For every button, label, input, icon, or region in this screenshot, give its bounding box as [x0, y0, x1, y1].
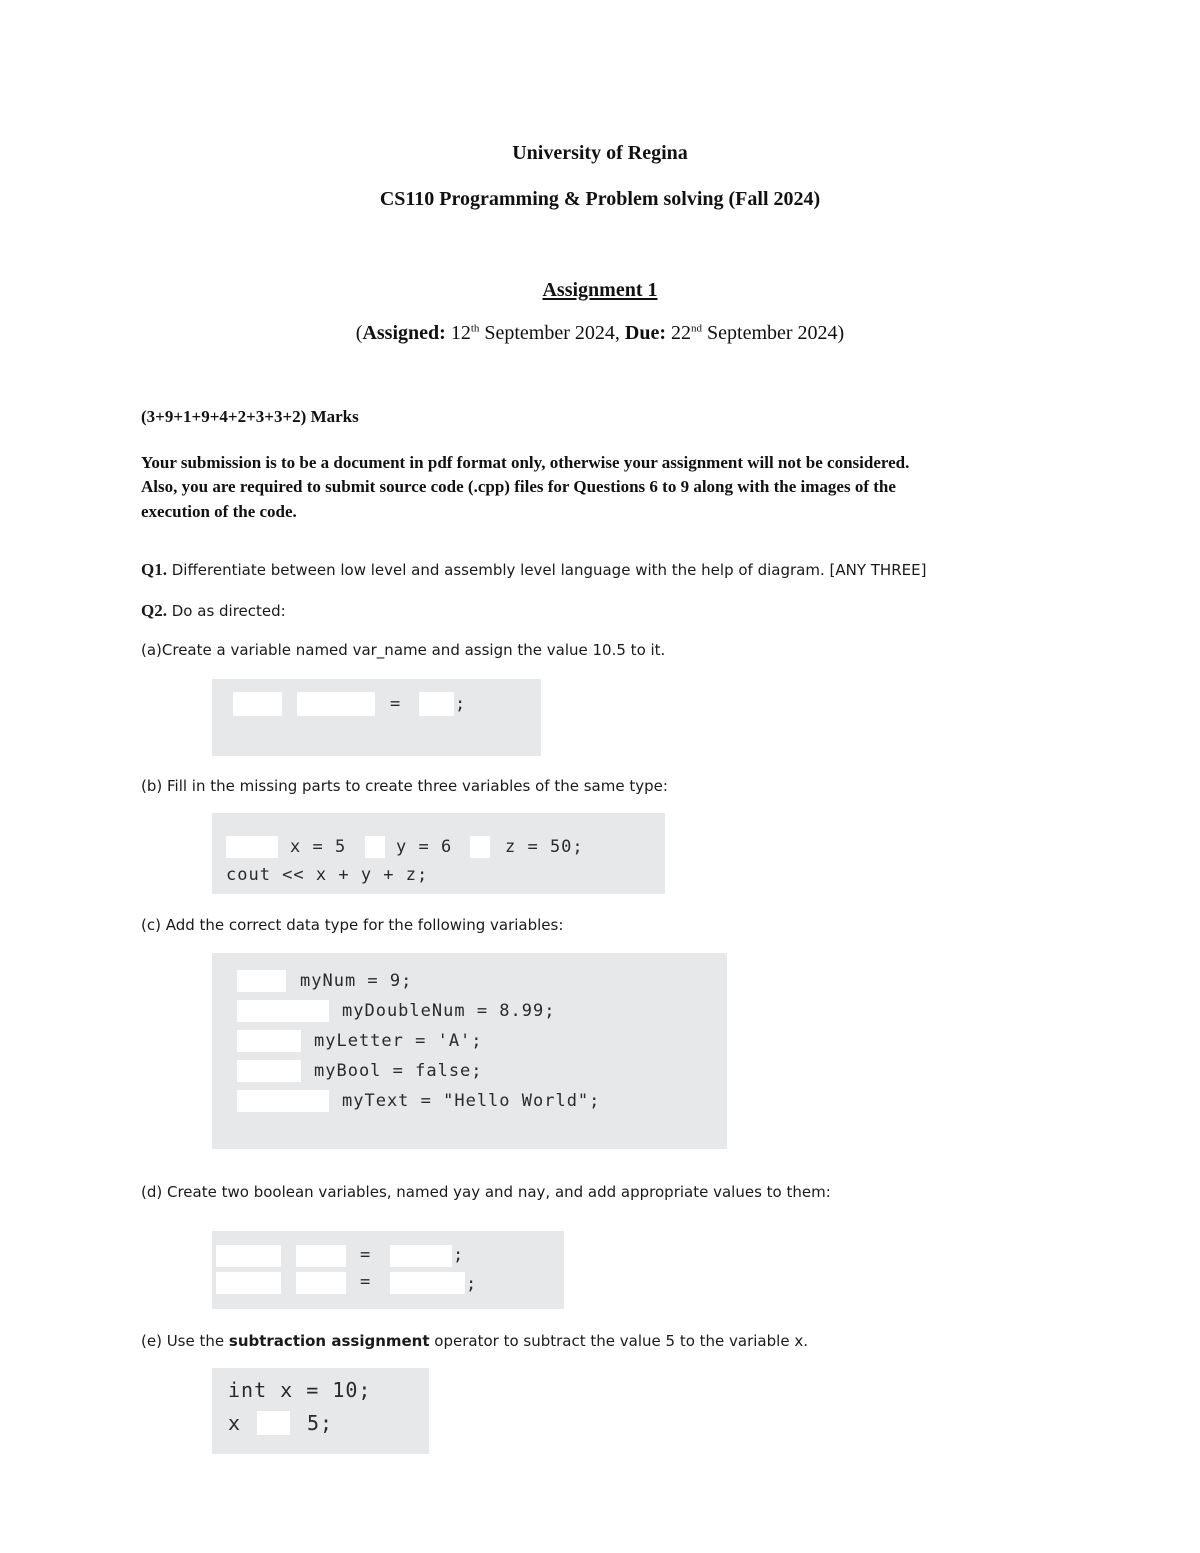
q2b-prompt: (b) Fill in the missing parts to create three variables of the same type:	[141, 777, 668, 795]
q2e-code-1: int x = 10;	[228, 1378, 372, 1402]
q2a-prompt: (a)Create a variable named var_name and assign the value 10.5 to it.	[141, 641, 666, 659]
q2e-code-x: x	[228, 1411, 242, 1435]
q2c-blank-1[interactable]	[237, 970, 286, 992]
assigned-rest: September 2024,	[479, 322, 625, 344]
q2d-prompt: (d) Create two boolean variables, named yay and nay, and add appropriate values to them:	[141, 1183, 831, 1201]
q2d-blank-type-1[interactable]	[216, 1245, 281, 1267]
q2c-prompt: (c) Add the correct data type for the following variables:	[141, 916, 564, 934]
marks-line: (3+9+1+9+4+2+3+3+2) Marks	[141, 407, 359, 426]
q1-label: Q1.	[141, 560, 167, 579]
q2e-code-value: 5;	[307, 1411, 334, 1435]
q2b-code-z: z = 50;	[505, 837, 584, 857]
q2c-blank-4[interactable]	[237, 1060, 301, 1082]
q2a-equals: =	[390, 694, 402, 714]
q2b-code-y: y = 6	[396, 837, 453, 857]
assigned-label: Assigned:	[362, 322, 446, 344]
q2b-code-x: x = 5	[290, 837, 347, 857]
dates-open-paren: (	[355, 322, 363, 344]
q2c-blank-5[interactable]	[237, 1090, 329, 1112]
q2d-semicolon-2: ;	[466, 1274, 478, 1294]
q2d-blank-type-2[interactable]	[216, 1272, 281, 1294]
q2e-prompt-bold: subtraction assignment	[228, 1332, 430, 1350]
course-title: CS110 Programming & Problem solving (Fall 2024)	[379, 188, 821, 210]
q2c-blank-2[interactable]	[237, 1000, 329, 1022]
q2a-blank-value[interactable]	[419, 692, 454, 716]
q2b-blank-type[interactable]	[226, 836, 278, 858]
due-rest: September 2024)	[702, 322, 845, 344]
q2d-equals-2: =	[360, 1272, 372, 1292]
question-1	[141, 560, 926, 580]
assigned-day: 12	[445, 322, 471, 344]
q1-text: Differentiate between low level and assembly level language with the help of diagram. [ANY THREE]	[166, 561, 927, 579]
q2d-blank-value-1[interactable]	[390, 1245, 452, 1267]
q2b-blank-comma-1[interactable]	[365, 836, 385, 858]
q2-text: Do as directed:	[166, 602, 286, 620]
q2a-blank-name[interactable]	[297, 692, 375, 716]
q2c-code-box	[212, 953, 727, 1149]
q2e-prompt-post: operator to subtract the value 5 to the variable x.	[429, 1332, 808, 1350]
q2c-code-3: myLetter = 'A';	[314, 1031, 483, 1051]
due-label: Due:	[624, 322, 667, 344]
q2e-blank-operator[interactable]	[257, 1411, 290, 1435]
university-name: University of Regina	[512, 142, 688, 164]
q2d-code-box	[212, 1231, 564, 1309]
q2d-blank-name-2[interactable]	[296, 1272, 346, 1294]
q2-label: Q2.	[141, 601, 167, 620]
due-sup: nd	[691, 322, 703, 335]
instruction-line-3: execution of the code.	[141, 502, 297, 521]
q2d-blank-value-2[interactable]	[390, 1272, 465, 1294]
q2d-semicolon-1: ;	[453, 1245, 465, 1265]
q2c-code-5: myText = "Hello World";	[342, 1091, 601, 1111]
assignment-dates	[0, 322, 1200, 345]
q2c-code-4: myBool = false;	[314, 1061, 483, 1081]
q2d-equals-1: =	[360, 1245, 372, 1265]
q2b-code-cout: cout << x + y + z;	[226, 865, 429, 885]
q2e-prompt-pre: (e) Use the	[141, 1332, 229, 1350]
q2a-semicolon: ;	[455, 694, 467, 714]
instruction-line-1: Your submission is to be a document in pdf format only, otherwise your assignment will not be considered.	[141, 453, 910, 472]
q2a-code-box	[212, 679, 541, 756]
q2c-code-1: myNum = 9;	[300, 971, 413, 991]
due-day: 22	[666, 322, 692, 344]
q2e-prompt	[141, 1332, 808, 1350]
q2c-blank-3[interactable]	[237, 1030, 301, 1052]
q2b-blank-comma-2[interactable]	[470, 836, 490, 858]
q2e-code-box	[212, 1368, 429, 1454]
question-2	[141, 601, 286, 621]
q2b-code-box	[212, 813, 665, 894]
q2d-blank-name-1[interactable]	[296, 1245, 346, 1267]
assignment-title	[0, 279, 1200, 302]
q2a-blank-type[interactable]	[233, 692, 282, 716]
q2c-code-2: myDoubleNum = 8.99;	[342, 1001, 556, 1021]
instruction-line-2: Also, you are required to submit source code (.cpp) files for Questions 6 to 9 along with the images of the	[141, 477, 896, 496]
assignment-title-text: Assignment 1	[542, 279, 658, 301]
assigned-sup: th	[470, 322, 480, 335]
